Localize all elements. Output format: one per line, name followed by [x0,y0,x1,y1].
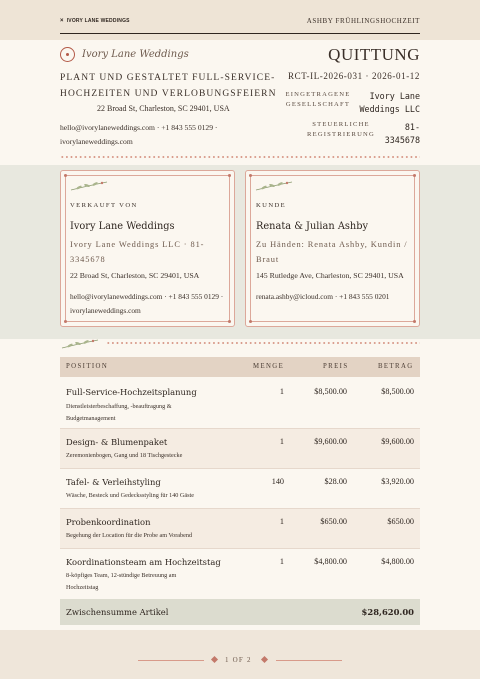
row-price: $28.00 [324,477,347,486]
subtotal-value: $28,620.00 [361,607,414,617]
tax-registration-value: 81-3345678 [384,122,420,145]
brand-text: IVORY LANE WEDDINGS [66,18,130,24]
document-title: QUITTUNG [328,45,420,64]
corner-dot [64,174,67,177]
row-item: Koordinationsteam am Hochzeitstag [66,557,221,567]
seller-name: Ivory Lane Weddings [70,221,175,232]
customer-address: 145 Rutledge Ave, Charleston, SC 29401, USA [256,271,404,280]
row-qty: 1 [279,517,284,526]
dotted-divider [106,342,420,344]
corner-dot [228,320,231,323]
page-footer [0,630,480,679]
corner-dot [413,174,416,177]
registered-company-label: EINGETRAGENE GESELLSCHAFT [285,91,351,108]
customer-name: Renata & Julian Ashby [256,221,369,232]
row-description: Begehung der Location für die Probe am Vorabend [66,532,193,539]
row-qty: 1 [279,437,284,446]
row-price: $650.00 [320,517,347,526]
tax-registration-label: STEUERLICHE REGISTRIERUNG [307,121,375,138]
column-amount: BETRAG [378,363,414,370]
row-price: $4,800.00 [314,557,347,566]
logo-text: Ivory Lane Weddings [82,49,189,60]
corner-dot [249,320,252,323]
customer-card [245,170,420,327]
row-amount: $9,600.00 [381,437,414,446]
column-price: PREIS [323,363,349,370]
footer-rule [138,660,204,661]
row-qty: 1 [279,557,284,566]
row-item: Design- & Blumenpaket [66,437,168,447]
top-bar [0,0,480,40]
row-price: $9,600.00 [314,437,347,446]
customer-contact: renata.ashby@icloud.com · +1 843 555 0201 [256,292,390,301]
row-item: Full-Service-Hochzeitsplanung [66,387,197,397]
event-label: ASHBY FRÜHLINGSHOCHZEIT [306,17,420,25]
corner-dot [413,320,416,323]
table-row [60,549,420,599]
row-price: $8,500.00 [314,387,347,396]
column-item: POSITION [66,363,109,370]
sprig-icon [69,180,109,192]
seller-address: 22 Broad St, Charleston, SC 29401, USA [70,271,200,280]
dotted-divider [60,156,420,158]
company-tagline: PLANT UND GESTALTET FULL-SERVICE-HOCHZEITEN UND VERLOBUNGSFEIERN [60,73,277,99]
header-rule [60,33,420,34]
row-amount: $650.00 [387,517,414,526]
registered-company-value: Ivory Lane Weddings LLC [359,91,420,114]
row-description: Wäsche, Besteck und Gedecksstyling für 140 Gäste [66,492,195,499]
subtotal-label: Zwischensumme Artikel [66,607,169,617]
diamond-icon [211,656,218,663]
corner-dot [228,174,231,177]
row-amount: $8,500.00 [381,387,414,396]
receipt-number-date: RCT-IL-2026-031 · 2026-01-12 [288,71,420,81]
row-item: Tafel- & Verleihstyling [66,477,161,487]
table-row [60,469,420,509]
company-address: 22 Broad St, Charleston, SC 29401, USA [97,104,230,113]
row-description: Zeremonienbogen, Gang und 18 Tischgestecke [66,452,183,459]
company-contact: hello@ivorylaneweddings.com · +1 843 555 0129 · ivorylaneweddings.com [60,123,218,146]
cross-icon: × [60,18,64,24]
table-row [60,429,420,469]
corner-dot [64,320,67,323]
row-description: 8-köpfiges Team, 12-stündige Betreuung am Hochzeitstag [66,572,177,591]
seller-legal: Ivory Lane Weddings LLC · 81-3345678 [70,240,205,264]
row-item: Probenkoordination [66,517,151,527]
sprig-icon [254,180,294,192]
table-row [60,377,420,429]
column-qty: MENGE [253,363,285,370]
logo-circle-icon [60,47,75,62]
footer-rule [276,660,342,661]
page-indicator: 1 OF 2 [225,656,252,664]
seller-label: VERKAUFT VON [70,202,138,209]
diamond-icon [261,656,268,663]
corner-dot [249,174,252,177]
seller-card [60,170,235,327]
table-header [60,357,420,377]
row-amount: $4,800.00 [381,557,414,566]
seller-contact: hello@ivorylaneweddings.com · +1 843 555 0129 · ivorylaneweddings.com [70,292,224,315]
brand-label [60,18,130,24]
table-row [60,509,420,549]
customer-label: KUNDE [256,202,287,209]
sprig-icon [60,338,102,350]
row-amount: $3,920.00 [381,477,414,486]
customer-attention: Zu Händen: Renata Ashby, Kundin / Braut [256,240,408,264]
row-qty: 1 [279,387,284,396]
row-description: Dienstleisterbeschaffung, -beauftragung & Budgetmanagement [66,403,172,422]
company-logo [60,47,189,62]
row-qty: 140 [271,477,284,486]
subtotal-row [60,599,420,625]
